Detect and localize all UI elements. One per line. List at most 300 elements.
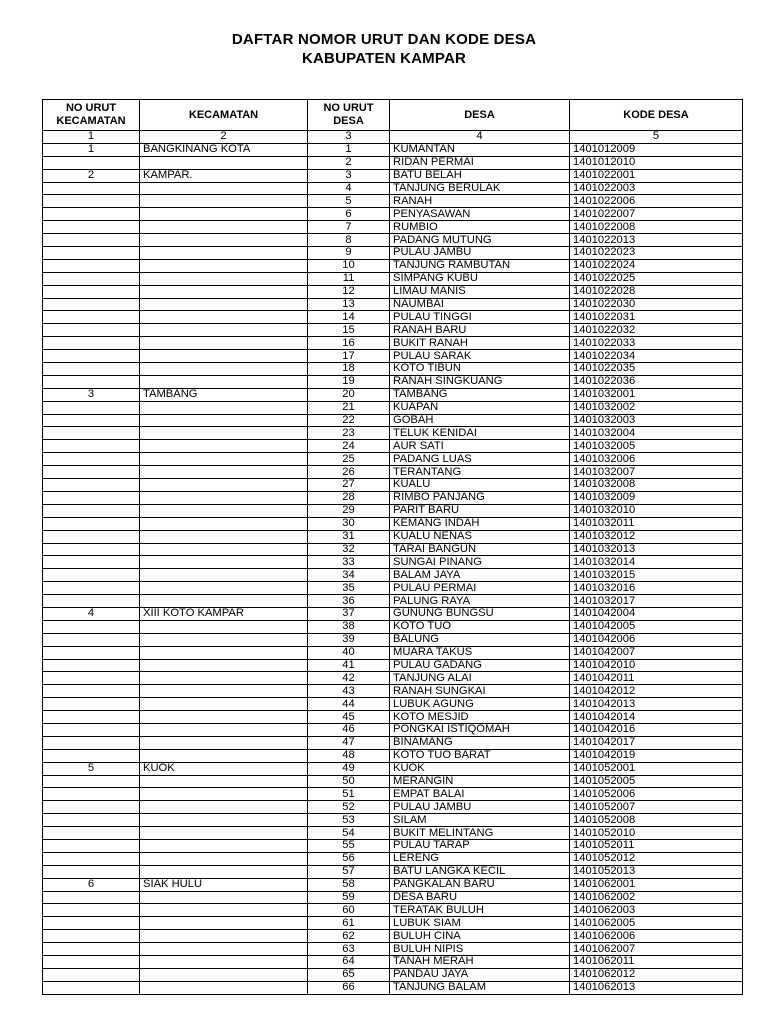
no-urut-kecamatan-cell — [43, 711, 140, 724]
no-urut-desa-cell: 26 — [308, 466, 390, 479]
desa-cell: LUBUK AGUNG — [390, 698, 570, 711]
no-urut-desa-cell: 62 — [308, 930, 390, 943]
kecamatan-cell — [140, 543, 308, 556]
kecamatan-cell — [140, 956, 308, 969]
table-row — [43, 363, 743, 376]
no-urut-desa-cell: 66 — [308, 981, 390, 994]
desa-cell: BUKIT RANAH — [390, 337, 570, 350]
desa-cell: TANJUNG BERULAK — [390, 182, 570, 195]
no-urut-desa-cell: 24 — [308, 440, 390, 453]
no-urut-desa-cell: 32 — [308, 543, 390, 556]
no-urut-kecamatan-cell — [43, 479, 140, 492]
no-urut-desa-cell: 21 — [308, 401, 390, 414]
no-urut-kecamatan-cell: 4 — [43, 607, 140, 620]
no-urut-desa-cell: 37 — [308, 607, 390, 620]
desa-cell: LERENG — [390, 852, 570, 865]
desa-cell: BATU BELAH — [390, 169, 570, 182]
kode-desa-cell: 1401032009 — [570, 491, 743, 504]
table-row — [43, 427, 743, 440]
column-number: 5 — [570, 131, 743, 144]
no-urut-desa-cell: 38 — [308, 620, 390, 633]
no-urut-kecamatan-cell — [43, 839, 140, 852]
table-row — [43, 517, 743, 530]
no-urut-kecamatan-cell — [43, 917, 140, 930]
desa-cell: PULAU TINGGI — [390, 311, 570, 324]
table-row — [43, 582, 743, 595]
kode-desa-cell: 1401012009 — [570, 143, 743, 156]
no-urut-kecamatan-cell — [43, 363, 140, 376]
kode-desa-cell: 1401042010 — [570, 659, 743, 672]
kecamatan-cell — [140, 234, 308, 247]
kecamatan-cell — [140, 917, 308, 930]
kode-desa-cell: 1401032005 — [570, 440, 743, 453]
no-urut-desa-cell: 5 — [308, 195, 390, 208]
table-row — [43, 272, 743, 285]
no-urut-desa-cell: 28 — [308, 491, 390, 504]
desa-cell: TANJUNG BALAM — [390, 981, 570, 994]
kecamatan-cell — [140, 530, 308, 543]
table-row — [43, 943, 743, 956]
no-urut-kecamatan-cell — [43, 981, 140, 994]
kode-desa-cell: 1401032011 — [570, 517, 743, 530]
table-row — [43, 311, 743, 324]
kode-desa-cell: 1401032012 — [570, 530, 743, 543]
table-row — [43, 324, 743, 337]
desa-cell: KUMANTAN — [390, 143, 570, 156]
no-urut-kecamatan-cell — [43, 530, 140, 543]
kode-desa-cell: 1401042007 — [570, 646, 743, 659]
no-urut-kecamatan-cell: 5 — [43, 762, 140, 775]
no-urut-kecamatan-cell — [43, 723, 140, 736]
table-row — [43, 839, 743, 852]
table-row — [43, 685, 743, 698]
kecamatan-cell — [140, 698, 308, 711]
no-urut-desa-cell: 33 — [308, 556, 390, 569]
no-urut-desa-cell: 60 — [308, 904, 390, 917]
no-urut-desa-cell: 35 — [308, 582, 390, 595]
kecamatan-cell — [140, 440, 308, 453]
kode-desa-cell: 1401022028 — [570, 285, 743, 298]
no-urut-kecamatan-cell — [43, 582, 140, 595]
no-urut-kecamatan-cell: 6 — [43, 878, 140, 891]
desa-cell: PULAU JAMBU — [390, 801, 570, 814]
desa-cell: RIMBO PANJANG — [390, 491, 570, 504]
table-row — [43, 981, 743, 994]
desa-cell: SIMPANG KUBU — [390, 272, 570, 285]
header-kode-desa: KODE DESA — [570, 100, 743, 131]
kode-desa-cell: 1401062012 — [570, 968, 743, 981]
no-urut-desa-cell: 6 — [308, 208, 390, 221]
table-row — [43, 775, 743, 788]
kecamatan-cell — [140, 453, 308, 466]
desa-cell: GOBAH — [390, 414, 570, 427]
kode-desa-cell: 1401052007 — [570, 801, 743, 814]
table-row — [43, 556, 743, 569]
table-row — [43, 814, 743, 827]
no-urut-kecamatan-cell: 3 — [43, 388, 140, 401]
table-row — [43, 466, 743, 479]
desa-cell: MERANGIN — [390, 775, 570, 788]
no-urut-desa-cell: 23 — [308, 427, 390, 440]
kecamatan-cell — [140, 711, 308, 724]
header-desa: DESA — [390, 100, 570, 131]
no-urut-kecamatan-cell — [43, 801, 140, 814]
no-urut-desa-cell: 25 — [308, 453, 390, 466]
kode-desa-cell: 1401042016 — [570, 723, 743, 736]
table-row — [43, 878, 743, 891]
desa-cell: KUALU NENAS — [390, 530, 570, 543]
no-urut-desa-cell: 56 — [308, 852, 390, 865]
kode-desa-cell: 1401032014 — [570, 556, 743, 569]
no-urut-kecamatan-cell — [43, 827, 140, 840]
kode-desa-cell: 1401062003 — [570, 904, 743, 917]
header-no-urut-desa: NO URUT DESA — [308, 100, 390, 131]
desa-cell: TERATAK BULUH — [390, 904, 570, 917]
desa-cell: PULAU JAMBU — [390, 247, 570, 260]
column-number: 3 — [308, 131, 390, 144]
no-urut-kecamatan-cell — [43, 852, 140, 865]
kode-desa-cell: 1401022003 — [570, 182, 743, 195]
kode-desa-cell: 1401032006 — [570, 453, 743, 466]
desa-cell: RIDAN PERMAI — [390, 156, 570, 169]
no-urut-desa-cell: 29 — [308, 504, 390, 517]
no-urut-kecamatan-cell — [43, 865, 140, 878]
kecamatan-cell — [140, 865, 308, 878]
desa-cell: PALUNG RAYA — [390, 595, 570, 608]
desa-cell: RANAH SINGKUANG — [390, 375, 570, 388]
table-row — [43, 698, 743, 711]
desa-cell: BALUNG — [390, 633, 570, 646]
no-urut-desa-cell: 13 — [308, 298, 390, 311]
kecamatan-cell — [140, 723, 308, 736]
kecamatan-cell — [140, 156, 308, 169]
kecamatan-cell — [140, 311, 308, 324]
no-urut-kecamatan-cell — [43, 685, 140, 698]
kecamatan-cell — [140, 414, 308, 427]
table-row — [43, 749, 743, 762]
no-urut-desa-cell: 52 — [308, 801, 390, 814]
document-title: DAFTAR NOMOR URUT DAN KODE DESA — [231, 31, 537, 48]
no-urut-desa-cell: 3 — [308, 169, 390, 182]
no-urut-desa-cell: 49 — [308, 762, 390, 775]
no-urut-kecamatan-cell — [43, 775, 140, 788]
kecamatan-cell — [140, 827, 308, 840]
desa-cell: BULUH NIPIS — [390, 943, 570, 956]
kecamatan-cell — [140, 272, 308, 285]
desa-cell: LUBUK SIAM — [390, 917, 570, 930]
kode-desa-cell: 1401022023 — [570, 247, 743, 260]
kode-desa-cell: 1401022034 — [570, 350, 743, 363]
kode-desa-cell: 1401052011 — [570, 839, 743, 852]
no-urut-kecamatan-cell — [43, 453, 140, 466]
kode-desa-cell: 1401022030 — [570, 298, 743, 311]
no-urut-kecamatan-cell — [43, 298, 140, 311]
kode-desa-cell: 1401032016 — [570, 582, 743, 595]
table-row — [43, 595, 743, 608]
kecamatan-cell: SIAK HULU — [140, 878, 308, 891]
desa-cell: PULAU SARAK — [390, 350, 570, 363]
table-row — [43, 672, 743, 685]
table-row — [43, 479, 743, 492]
table-row — [43, 865, 743, 878]
no-urut-kecamatan-cell: 1 — [43, 143, 140, 156]
no-urut-desa-cell: 48 — [308, 749, 390, 762]
table-row — [43, 440, 743, 453]
table-row — [43, 891, 743, 904]
no-urut-kecamatan-cell — [43, 491, 140, 504]
kecamatan-cell — [140, 685, 308, 698]
kecamatan-cell — [140, 182, 308, 195]
desa-cell: NAUMBAI — [390, 298, 570, 311]
kode-desa-cell: 1401042011 — [570, 672, 743, 685]
table-row — [43, 156, 743, 169]
kecamatan-cell — [140, 801, 308, 814]
kecamatan-cell — [140, 968, 308, 981]
no-urut-desa-cell: 11 — [308, 272, 390, 285]
kode-desa-cell: 1401062007 — [570, 943, 743, 956]
kode-desa-cell: 1401032001 — [570, 388, 743, 401]
no-urut-desa-cell: 19 — [308, 375, 390, 388]
kode-desa-cell: 1401042012 — [570, 685, 743, 698]
kecamatan-cell — [140, 337, 308, 350]
kecamatan-cell — [140, 479, 308, 492]
no-urut-kecamatan-cell — [43, 182, 140, 195]
table-row — [43, 530, 743, 543]
kode-desa-cell: 1401032010 — [570, 504, 743, 517]
no-urut-desa-cell: 57 — [308, 865, 390, 878]
desa-cell: KOTO TUO BARAT — [390, 749, 570, 762]
desa-cell: RUMBIO — [390, 221, 570, 234]
no-urut-kecamatan-cell — [43, 195, 140, 208]
kecamatan-cell — [140, 195, 308, 208]
header-kecamatan: KECAMATAN — [140, 100, 308, 131]
kode-desa-cell: 1401022001 — [570, 169, 743, 182]
table-row — [43, 388, 743, 401]
kecamatan-cell — [140, 259, 308, 272]
no-urut-desa-cell: 17 — [308, 350, 390, 363]
no-urut-kecamatan-cell — [43, 466, 140, 479]
kecamatan-cell — [140, 981, 308, 994]
no-urut-kecamatan-cell — [43, 234, 140, 247]
table-row — [43, 968, 743, 981]
column-number: 1 — [43, 131, 140, 144]
kode-desa-cell: 1401022032 — [570, 324, 743, 337]
table-row — [43, 762, 743, 775]
kecamatan-cell — [140, 775, 308, 788]
kode-desa-cell: 1401012010 — [570, 156, 743, 169]
kecamatan-cell — [140, 646, 308, 659]
no-urut-desa-cell: 20 — [308, 388, 390, 401]
no-urut-kecamatan-cell — [43, 736, 140, 749]
no-urut-desa-cell: 9 — [308, 247, 390, 260]
table-row — [43, 169, 743, 182]
table-row — [43, 337, 743, 350]
table-row — [43, 221, 743, 234]
no-urut-kecamatan-cell — [43, 414, 140, 427]
kode-desa-cell: 1401022006 — [570, 195, 743, 208]
desa-cell: PULAU GADANG — [390, 659, 570, 672]
kode-desa-cell: 1401022031 — [570, 311, 743, 324]
no-urut-kecamatan-cell — [43, 891, 140, 904]
table-row — [43, 646, 743, 659]
no-urut-desa-cell: 42 — [308, 672, 390, 685]
table-row — [43, 491, 743, 504]
kecamatan-cell — [140, 363, 308, 376]
no-urut-desa-cell: 50 — [308, 775, 390, 788]
no-urut-desa-cell: 45 — [308, 711, 390, 724]
kecamatan-cell — [140, 466, 308, 479]
no-urut-kecamatan-cell — [43, 620, 140, 633]
kode-desa-cell: 1401032017 — [570, 595, 743, 608]
desa-cell: PARIT BARU — [390, 504, 570, 517]
no-urut-desa-cell: 2 — [308, 156, 390, 169]
kecamatan-cell: XIII KOTO KAMPAR — [140, 607, 308, 620]
no-urut-kecamatan-cell — [43, 749, 140, 762]
no-urut-kecamatan-cell — [43, 517, 140, 530]
kecamatan-cell — [140, 749, 308, 762]
desa-cell: BUKIT MELINTANG — [390, 827, 570, 840]
no-urut-kecamatan-cell — [43, 595, 140, 608]
desa-cell: KUOK — [390, 762, 570, 775]
kode-desa-cell: 1401042004 — [570, 607, 743, 620]
desa-cell: BINAMANG — [390, 736, 570, 749]
kode-desa-cell: 1401042019 — [570, 749, 743, 762]
table-body — [43, 131, 743, 995]
kode-desa-cell: 1401022025 — [570, 272, 743, 285]
no-urut-kecamatan-cell — [43, 672, 140, 685]
no-urut-kecamatan-cell — [43, 337, 140, 350]
no-urut-desa-cell: 65 — [308, 968, 390, 981]
desa-cell: PONGKAI ISTIQOMAH — [390, 723, 570, 736]
kecamatan-cell — [140, 620, 308, 633]
no-urut-kecamatan-cell — [43, 350, 140, 363]
kode-desa-cell: 1401042014 — [570, 711, 743, 724]
no-urut-kecamatan-cell: 2 — [43, 169, 140, 182]
kode-desa-cell: 1401062006 — [570, 930, 743, 943]
kode-desa-cell: 1401062013 — [570, 981, 743, 994]
no-urut-desa-cell: 36 — [308, 595, 390, 608]
no-urut-desa-cell: 16 — [308, 337, 390, 350]
kecamatan-cell — [140, 556, 308, 569]
table-row — [43, 711, 743, 724]
no-urut-kecamatan-cell — [43, 956, 140, 969]
kode-desa-cell: 1401062002 — [570, 891, 743, 904]
no-urut-desa-cell: 64 — [308, 956, 390, 969]
kecamatan-cell — [140, 375, 308, 388]
desa-cell: KUAPAN — [390, 401, 570, 414]
table-row — [43, 930, 743, 943]
no-urut-desa-cell: 58 — [308, 878, 390, 891]
kode-desa-cell: 1401032002 — [570, 401, 743, 414]
desa-cell: TERANTANG — [390, 466, 570, 479]
kode-desa-cell: 1401032015 — [570, 569, 743, 582]
table-row — [43, 736, 743, 749]
table-row — [43, 723, 743, 736]
kecamatan-cell — [140, 324, 308, 337]
kecamatan-cell — [140, 736, 308, 749]
table-row — [43, 543, 743, 556]
table-row — [43, 298, 743, 311]
table-row — [43, 620, 743, 633]
desa-cell: PANDAU JAYA — [390, 968, 570, 981]
table-row — [43, 208, 743, 221]
no-urut-desa-cell: 39 — [308, 633, 390, 646]
desa-cell: BALAM JAYA — [390, 569, 570, 582]
table-row — [43, 350, 743, 363]
desa-cell: RANAH SUNGKAI — [390, 685, 570, 698]
no-urut-kecamatan-cell — [43, 311, 140, 324]
kode-desa-cell: 1401052012 — [570, 852, 743, 865]
no-urut-kecamatan-cell — [43, 633, 140, 646]
kecamatan-cell: KAMPAR. — [140, 169, 308, 182]
kode-desa-cell: 1401032004 — [570, 427, 743, 440]
kecamatan-cell — [140, 504, 308, 517]
no-urut-desa-cell: 40 — [308, 646, 390, 659]
table-row — [43, 633, 743, 646]
table-row — [43, 904, 743, 917]
column-number: 4 — [390, 131, 570, 144]
no-urut-kecamatan-cell — [43, 930, 140, 943]
no-urut-kecamatan-cell — [43, 440, 140, 453]
no-urut-desa-cell: 12 — [308, 285, 390, 298]
kecamatan-cell — [140, 595, 308, 608]
no-urut-desa-cell: 55 — [308, 839, 390, 852]
desa-cell: GUNUNG BUNGSU — [390, 607, 570, 620]
kecamatan-cell — [140, 350, 308, 363]
kecamatan-cell: TAMBANG — [140, 388, 308, 401]
kode-desa-cell: 1401052013 — [570, 865, 743, 878]
table-row — [43, 259, 743, 272]
desa-cell: PADANG LUAS — [390, 453, 570, 466]
kode-desa-cell: 1401022013 — [570, 234, 743, 247]
no-urut-kecamatan-cell — [43, 659, 140, 672]
no-urut-desa-cell: 53 — [308, 814, 390, 827]
desa-cell: TAMBANG — [390, 388, 570, 401]
kode-desa-cell: 1401022033 — [570, 337, 743, 350]
table-row — [43, 285, 743, 298]
kode-desa-cell: 1401042006 — [570, 633, 743, 646]
desa-cell: RANAH — [390, 195, 570, 208]
no-urut-kecamatan-cell — [43, 247, 140, 260]
no-urut-desa-cell: 7 — [308, 221, 390, 234]
no-urut-desa-cell: 22 — [308, 414, 390, 427]
table-row — [43, 569, 743, 582]
desa-cell: PULAU PERMAI — [390, 582, 570, 595]
kode-desa-cell: 1401032003 — [570, 414, 743, 427]
desa-cell: KEMANG INDAH — [390, 517, 570, 530]
no-urut-desa-cell: 10 — [308, 259, 390, 272]
document-subtitle: KABUPATEN KAMPAR — [301, 50, 467, 67]
no-urut-desa-cell: 43 — [308, 685, 390, 698]
desa-cell: TARAI BANGUN — [390, 543, 570, 556]
kode-desa-cell: 1401022007 — [570, 208, 743, 221]
desa-cell: MUARA TAKUS — [390, 646, 570, 659]
no-urut-kecamatan-cell — [43, 272, 140, 285]
table-row — [43, 182, 743, 195]
desa-cell: TELUK KENIDAI — [390, 427, 570, 440]
kecamatan-cell — [140, 491, 308, 504]
no-urut-desa-cell: 47 — [308, 736, 390, 749]
no-urut-kecamatan-cell — [43, 259, 140, 272]
kode-desa-cell: 1401052008 — [570, 814, 743, 827]
kecamatan-cell — [140, 852, 308, 865]
kecamatan-cell — [140, 221, 308, 234]
kode-desa-cell: 1401032008 — [570, 479, 743, 492]
no-urut-kecamatan-cell — [43, 208, 140, 221]
kecamatan-cell — [140, 930, 308, 943]
no-urut-kecamatan-cell — [43, 698, 140, 711]
kecamatan-cell — [140, 814, 308, 827]
